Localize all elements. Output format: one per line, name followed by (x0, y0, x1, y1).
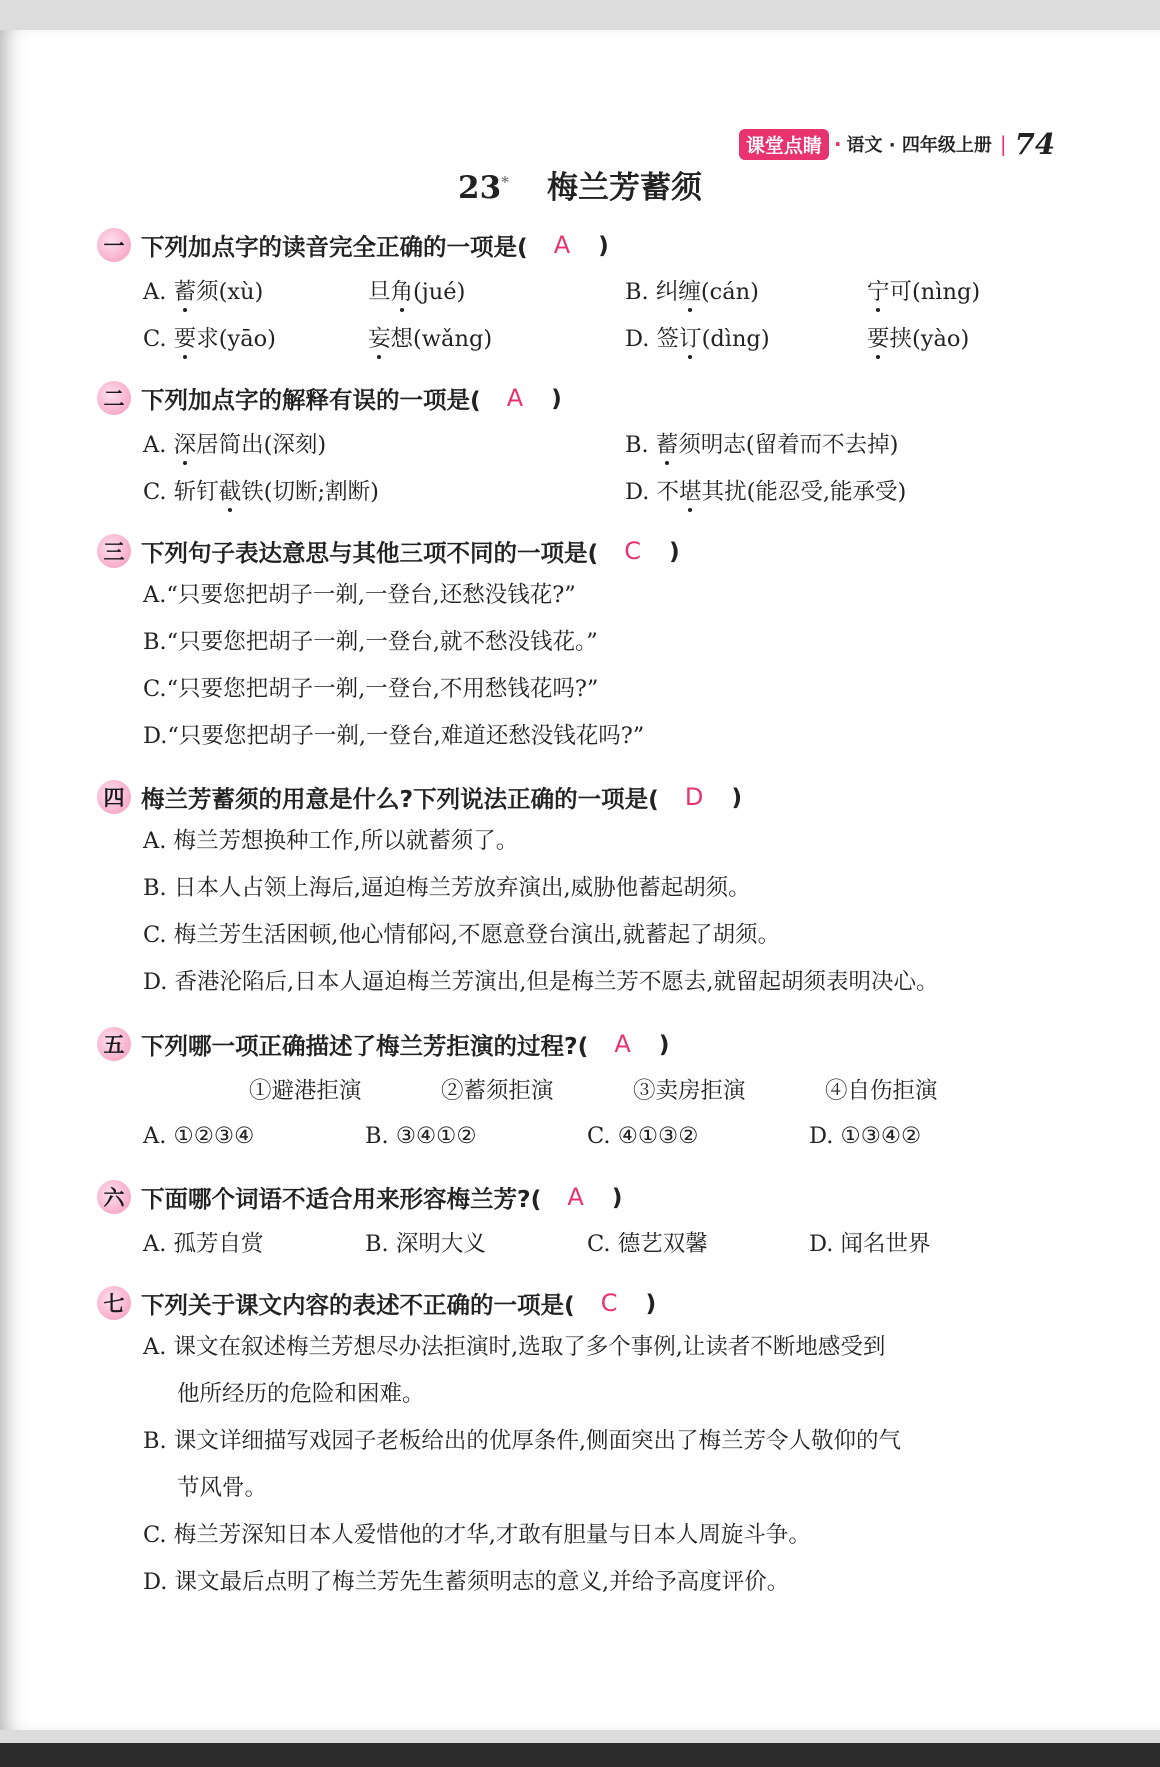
question-number-badge: 七 (97, 1286, 131, 1320)
header-dot: · (833, 132, 842, 156)
option-c: C. ④①③② (587, 1122, 699, 1149)
option-d: D. 课文最后点明了梅兰芳先生蓄须明志的意义,并给予高度评价。 (143, 1569, 790, 1595)
dotted-char: 深 (174, 427, 197, 459)
question-stem (97, 377, 1087, 419)
option-row (97, 419, 1087, 466)
answer-mark: A (567, 1183, 584, 1211)
question-number-badge: 三 (97, 534, 131, 568)
option-b-continued: 节风骨。 (177, 1475, 268, 1501)
dotted-char: 妄 (368, 321, 391, 353)
dotted-char: 要 (867, 321, 890, 353)
close-paren: ) (551, 384, 562, 412)
option-b2: 宁可(nìng) (867, 274, 980, 306)
event-item: ①避港拒演 (249, 1077, 362, 1104)
page-number: 74 (1014, 127, 1055, 161)
close-paren: ) (645, 1289, 657, 1317)
lesson-star: * (501, 172, 509, 191)
dotted-char: 堪 (679, 474, 702, 506)
question-text: 下列关于课文内容的表述不正确的一项是( (141, 1291, 575, 1319)
option-d: D. 香港沦陷后,日本人逼迫梅兰芳演出,但是梅兰芳不愿去,就留起胡须表明决心。 (143, 969, 939, 995)
option-c1: C. 要求(yāo) (143, 321, 368, 353)
option-row (97, 466, 1087, 513)
page-header (739, 124, 1055, 164)
option-row (97, 313, 1087, 360)
option-a: A. 课文在叙述梅兰芳想尽办法拒演时,选取了多个事例,让读者不断地感受到 (143, 1334, 886, 1360)
question-stem (97, 224, 1087, 266)
answer-mark: A (614, 1030, 631, 1058)
question-1 (97, 224, 1087, 360)
question-6 (97, 1176, 1087, 1265)
option-row (97, 1112, 1087, 1159)
question-number-badge: 一 (97, 228, 131, 262)
question-3 (97, 530, 1087, 760)
header-divider: | (999, 132, 1007, 156)
option-c: C. 梅兰芳生活困顿,他心情郁闷,不愿意登台演出,就蓄起了胡须。 (143, 922, 781, 948)
option-b: B. 蓄须明志(留着而不去掉) (625, 427, 898, 459)
dotted-char: 要 (174, 321, 197, 353)
option-a: A. 深居简出(深刻) (143, 427, 625, 459)
question-number-badge: 二 (97, 381, 131, 415)
close-paren: ) (669, 537, 680, 565)
event-list (97, 1065, 1087, 1112)
close-paren: ) (598, 231, 609, 259)
bottom-edge (0, 1743, 1160, 1767)
question-stem (97, 1282, 1087, 1324)
lesson-number: 23 (458, 170, 502, 206)
question-stem (97, 530, 1087, 572)
option-row (97, 266, 1087, 313)
question-text: 下列加点字的读音完全正确的一项是( (141, 233, 528, 261)
question-number-badge: 四 (97, 780, 131, 814)
event-item: ③卖房拒演 (633, 1077, 746, 1104)
question-text: 下列句子表达意思与其他三项不同的一项是( (141, 539, 599, 567)
question-stem (97, 1023, 1087, 1065)
answer-mark: A (506, 384, 524, 412)
option-a2: 旦角(jué) (368, 274, 625, 306)
question-2 (97, 377, 1087, 513)
option-b1: B. 纠缠(cán) (625, 274, 867, 306)
option-b: B. 课文详细描写戏园子老板给出的优厚条件,侧面突出了梅兰芳令人敬仰的气 (143, 1428, 901, 1454)
option-c: C. 德艺双馨 (587, 1230, 708, 1257)
close-paren: ) (731, 783, 743, 811)
close-paren: ) (611, 1183, 623, 1211)
option-d2: 要挟(yào) (867, 321, 969, 353)
dotted-char: 角 (391, 274, 414, 306)
lesson-title (0, 162, 1160, 207)
option-d: D.“只要您把胡子一剃,一登台,难道还愁没钱花吗?” (143, 723, 645, 749)
question-5 (97, 1023, 1087, 1159)
question-text: 下列加点字的解释有误的一项是( (141, 386, 481, 414)
question-number-badge: 五 (97, 1027, 131, 1061)
option-b: B. ③④①② (365, 1122, 477, 1149)
question-text: 下列哪一项正确描述了梅兰芳拒演的过程?( (141, 1032, 589, 1060)
option-b: B.“只要您把胡子一剃,一登台,就不愁没钱花。” (143, 629, 598, 655)
option-d: D. 不堪其扰(能忍受,能承受) (625, 474, 906, 506)
option-row (97, 1218, 1087, 1265)
answer-mark: C (600, 1289, 618, 1317)
dotted-char: 订 (679, 321, 702, 353)
option-c: C.“只要您把胡子一剃,一登台,不用愁钱花吗?” (143, 676, 599, 702)
option-d: D. 闻名世界 (809, 1230, 931, 1257)
dotted-char: 蓄 (656, 427, 679, 459)
option-c: C. 斩钉截铁(切断;割断) (143, 474, 625, 506)
answer-mark: C (624, 537, 642, 565)
option-a: A. 梅兰芳想换种工作,所以就蓄须了。 (143, 828, 519, 854)
option-a: A. ①②③④ (143, 1122, 255, 1149)
answer-mark: D (684, 783, 704, 811)
option-d: D. ①③④② (809, 1122, 922, 1149)
event-item: ②蓄须拒演 (441, 1077, 554, 1104)
option-c: C. 梅兰芳深知日本人爱惜他的才华,才敢有胆量与日本人周旋斗争。 (143, 1522, 811, 1548)
question-7 (97, 1282, 1087, 1606)
question-number-badge: 六 (97, 1180, 131, 1214)
option-b: B. 日本人占领上海后,逼迫梅兰芳放弃演出,威胁他蓄起胡须。 (143, 875, 751, 901)
question-text: 下面哪个词语不适合用来形容梅兰芳?( (141, 1185, 542, 1213)
book-name: 语文 · 四年级上册 (846, 135, 992, 156)
option-d1: D. 签订(dìng) (625, 321, 867, 353)
option-c2: 妄想(wǎng) (368, 321, 625, 353)
option-b: B. 深明大义 (365, 1230, 486, 1257)
question-stem (97, 1176, 1087, 1218)
series-tag: 课堂点睛 (739, 129, 829, 160)
option-a: A. 孤芳自赏 (143, 1230, 264, 1257)
option-a: A.“只要您把胡子一剃,一登台,还愁没钱花?” (143, 582, 576, 608)
question-4 (97, 776, 1087, 1006)
dotted-char: 宁 (867, 274, 890, 306)
dotted-char: 截 (219, 474, 242, 506)
close-paren: ) (658, 1030, 670, 1058)
question-stem (97, 776, 1087, 818)
dotted-char: 蓄 (174, 274, 197, 306)
question-text: 梅兰芳蓄须的用意是什么?下列说法正确的一项是( (141, 785, 659, 813)
answer-mark: A (553, 231, 571, 259)
option-a1: A. 蓄须(xù) (143, 274, 368, 306)
option-a-continued: 他所经历的危险和困难。 (177, 1381, 425, 1407)
lesson-title-text: 梅兰芳蓄须 (547, 170, 702, 206)
dotted-char: 缠 (678, 274, 701, 306)
event-item: ④自伤拒演 (825, 1077, 938, 1104)
